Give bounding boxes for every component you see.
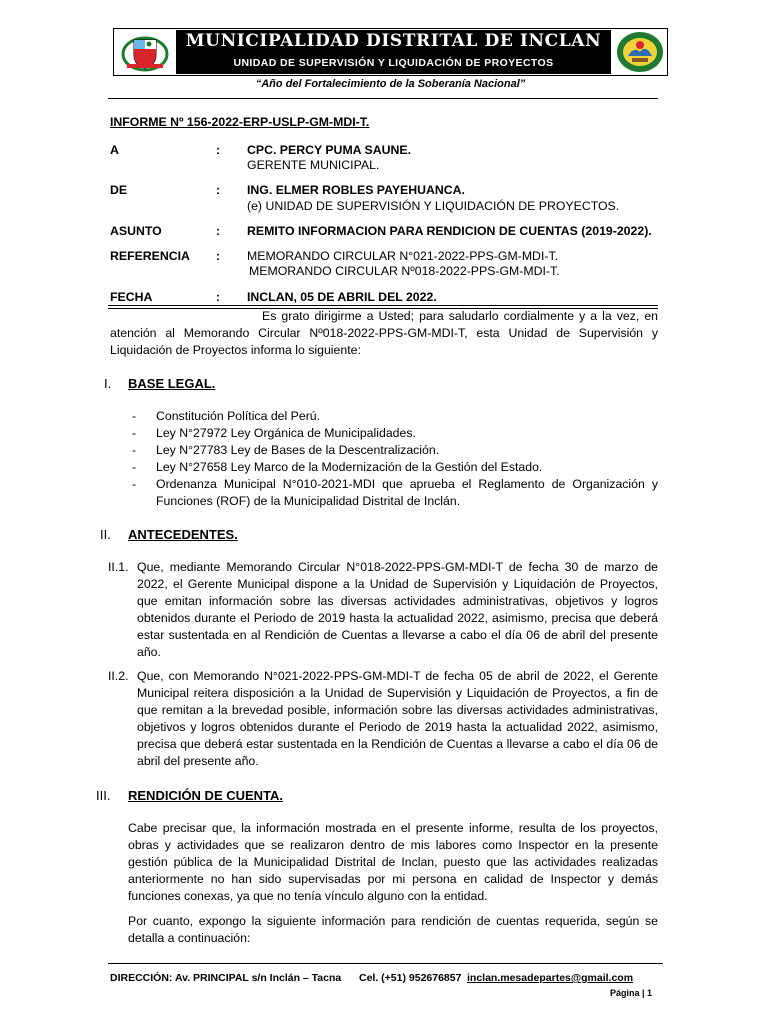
footer-rule — [108, 963, 663, 964]
footer-address: DIRECCIÓN: Av. PRINCIPAL s/n Inclán – Tacna — [110, 972, 342, 984]
field-label-de: DE — [110, 183, 128, 197]
header-rule — [108, 98, 658, 99]
field-value-referencia-2: MEMORANDO CIRCULAR Nº018-2022-PPS-GM-MDI-T. — [249, 264, 560, 278]
list-item: - Ley N°27658 Ley Marco de la Modernización de la Gestión del Estado. — [132, 460, 543, 474]
field-value-asunto: REMITO INFORMACION PARA RENDICION DE CUENTAS (2019-2022). — [247, 224, 652, 238]
peru-coat-of-arms-icon — [117, 30, 173, 74]
section-number: III. — [96, 788, 111, 803]
field-value-de: ING. ELMER ROBLES PAYEHUANCA. — [247, 183, 465, 197]
unit-name: UNIDAD DE SUPERVISIÓN Y LIQUIDACIÓN DE PROYECTOS — [233, 57, 554, 69]
field-value-de-2: (e) UNIDAD DE SUPERVISIÓN Y LIQUIDACIÓN DE PROYECTOS. — [247, 199, 620, 213]
section-number: I. — [104, 376, 112, 391]
section-number: II. — [100, 527, 111, 542]
field-label-fecha: FECHA — [110, 290, 153, 304]
field-label-a: A — [110, 143, 119, 157]
rendicion-paragraph-1: Cabe precisar que, la información mostrada en el presente informe, resulta de los proyectos, obras y actividades que se realizaron dentro de mis labores como Inspector en la presente gestión pública de la Municipalidad Distrital de Inclan, puesto que las actividades realizadas anteriormente no han sido supervisadas por mi persona en calidad de Inspector y demás funciones conexas, ya que no tenía vínculo alguno con la entidad. — [128, 821, 658, 903]
footer-phone: Cel. (+51) 952676857 — [359, 972, 462, 984]
page-number: Página | 1 — [610, 988, 653, 998]
antecedente-paragraph: Que, con Memorando N°021-2022-PPS-GM-MDI-T de fecha 05 de abril de 2022, el Gerente Municipal reitera disposición a la Unidad de Supervisión y Liquidación de Proyectos, a fin de que remitan a la brevedad posible, información sobre las diversas actividades administrativas, objetivos y logros obtenidos durante el Periodo de 2019 hasta la actualidad 2022, asimismo, precisa que deberá estar sustentada en la Rendición de Cuentas a llevarse a cabo el día 06 de abril del presente año. — [137, 669, 658, 768]
list-item: - Constitución Política del Perú. — [132, 409, 321, 423]
field-value-referencia: MEMORANDO CIRCULAR N°021-2022-PPS-GM-MDI-T. — [247, 249, 559, 263]
field-value-a: CPC. PERCY PUMA SAUNE. — [247, 143, 411, 157]
inclan-municipal-seal-icon — [614, 30, 666, 74]
base-legal-list — [132, 408, 658, 510]
field-label-asunto: ASUNTO — [110, 224, 162, 238]
report-number: INFORME Nº 156-2022-ERP-USLP-GM-MDI-T. — [110, 115, 370, 129]
section-title-base-legal: BASE LEGAL. — [128, 376, 216, 391]
item-number: II.1. — [108, 560, 129, 574]
section-title-antecedentes: ANTECEDENTES. — [128, 527, 238, 542]
field-value-fecha: INCLAN, 05 DE ABRIL DEL 2022. — [247, 290, 437, 304]
field-label-referencia: REFERENCIA — [110, 249, 190, 263]
slogan: “Año del Fortalecimiento de la Soberanía Nacional” — [255, 78, 526, 90]
list-item: - Ordenanza Municipal N°010-2021-MDI que aprueba el Reglamento de Organización y Funciones (ROF) de la Municipalidad Distrital de Inclán. — [132, 477, 658, 508]
antecedente-paragraph: Que, mediante Memorando Circular N°018-2022-PPS-GM-MDI-T de fecha 30 de marzo de 2022, el Gerente Municipal dispone a la Unidad de Supervisión y Liquidación de Proyectos, que emitan información sobre las diversas actividades administrativas, objetivos y logros obtenidos durante el Periodo de 2019 hasta la actualidad 2022, asimismo, precisa que deberá estar sustentada en al Rendición de Cuentas a llevarse a cabo el día 06 de abril del presente año. — [137, 560, 658, 659]
field-sep: : — [216, 183, 221, 197]
list-item: - Ley N°27783 Ley de Bases de la Descentralización. — [132, 443, 440, 457]
intro-paragraph: Es grato dirigirme a Usted; para saludarlo cordialmente y a la vez, en atención al Memorando Circular Nº018-2022-PPS-GM-MDI-T, esta Unidad de Supervisión y Liquidación de Proyectos informa lo siguiente: — [110, 309, 658, 357]
rendicion-paragraph-2: Por cuanto, expongo la siguiente información para rendición de cuentas requerida, según se detalla a continuación: — [128, 914, 658, 945]
field-sep: : — [216, 290, 221, 304]
section-title-rendicion: RENDICIÓN DE CUENTA. — [128, 788, 284, 803]
field-sep: : — [216, 143, 221, 157]
footer-email[interactable]: inclan.mesadepartes@gmail.com — [467, 972, 634, 984]
list-item: - Ley N°27972 Ley Orgánica de Municipalidades. — [132, 426, 416, 440]
field-value-a-2: GERENTE MUNICIPAL. — [247, 158, 380, 172]
field-sep: : — [216, 224, 221, 238]
municipality-name: MUNICIPALIDAD DISTRITAL DE INCLAN — [185, 31, 602, 51]
field-sep: : — [216, 249, 221, 263]
item-number: II.2. — [108, 669, 129, 683]
